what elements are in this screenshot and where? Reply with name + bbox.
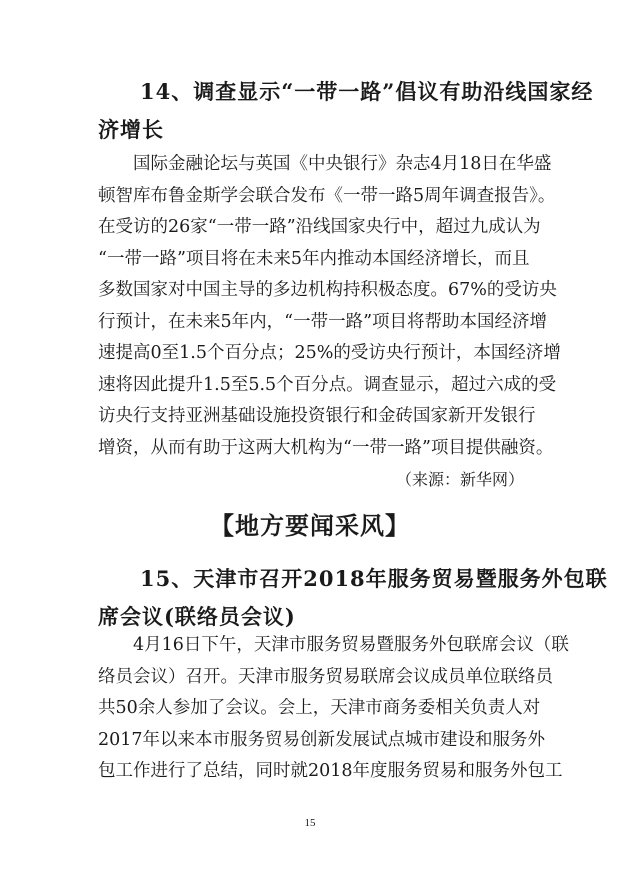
article-14-body-line: 速将因此提升1.5至5.5个百分点。调查显示，超过六成的受 bbox=[98, 374, 557, 395]
article-14-body-line: 多数国家对中国主导的多边机构持积极态度。67%的受访央 bbox=[98, 280, 557, 300]
article-15-body-line: 4月16日下午，天津市服务贸易暨服务外包联席会议（联 bbox=[133, 635, 569, 655]
article-14-body-line: 行预计，在未来5年内，“一带一路”项目将帮助本国经济增 bbox=[98, 311, 548, 332]
article-15-body-line: 共50余人参加了会议。会上，天津市商务委相关负责人对 bbox=[98, 698, 541, 718]
article-14-body-line: 顿智库布鲁金斯学会联合发布《一带一路5周年调查报告》。 bbox=[98, 185, 556, 206]
article-14-body-line: 访央行支持亚洲基础设施投资银行和金砖国家新开发银行 bbox=[98, 406, 536, 426]
article-14-body bbox=[98, 149, 561, 464]
article-14-title bbox=[98, 73, 594, 149]
article-14-body-line: “一带一路”项目将在未来5年内推动本国经济增长，而且 bbox=[98, 248, 530, 269]
article-15-body-line: 2017年以来本市服务贸易创新发展试点城市建设和服务外 bbox=[98, 729, 546, 750]
section-title: 【地方要闻采风】 bbox=[210, 511, 410, 540]
article-15-title bbox=[98, 560, 608, 636]
article-15-title-line: 席会议(联络员会议) bbox=[98, 604, 296, 629]
article-15-body-line: 包工作进行了总结，同时就2018年度服务贸易和服务外包工 bbox=[98, 761, 563, 781]
page-number: 15 bbox=[304, 817, 316, 829]
article-14-body-line: 国际金融论坛与英国《中央银行》杂志4月18日在华盛 bbox=[133, 154, 552, 174]
article-14-title-line: 济增长 bbox=[98, 117, 164, 142]
article-14-body-line: 增资，从而有助于这两大机构为“一带一路”项目提供融资。 bbox=[98, 437, 554, 458]
article-15-title-line: 15、天津市召开2018年服务贸易暨服务外包联 bbox=[140, 566, 608, 591]
article-14-title-line: 14、调查显示“一带一路”倡议有助沿线国家经 bbox=[140, 79, 594, 104]
article-14-source: （来源：新华网） bbox=[395, 470, 524, 489]
article-14-body-line: 在受访的26家“一带一路”沿线国家央行中，超过九成认为 bbox=[98, 217, 541, 237]
article-15-body-line: 络员会议）召开。天津市服务贸易联席会议成员单位联络员 bbox=[98, 666, 553, 687]
article-14-body-line: 速提高0至1.5个百分点；25%的受访央行预计，本国经济增 bbox=[98, 343, 561, 363]
article-15-body bbox=[98, 630, 569, 788]
